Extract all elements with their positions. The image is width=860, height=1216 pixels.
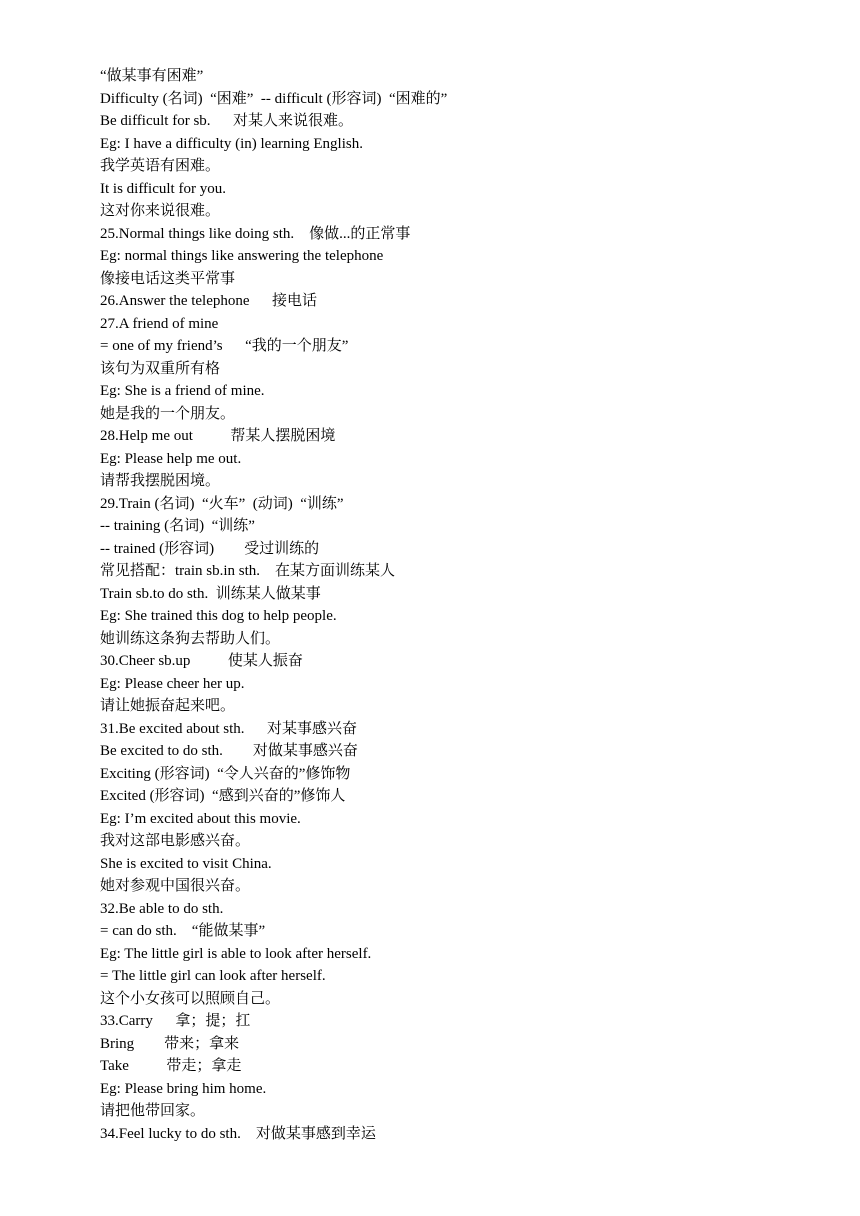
text-line: 请帮我摆脱困境。 (100, 473, 221, 489)
text-line: Eg: I’m excited about this movie. (100, 810, 301, 827)
text-line: 我学英语有困难。 (100, 158, 221, 174)
text-line: She is excited to visit China. (100, 855, 272, 872)
text-line: = The little girl can look after herself. (100, 968, 326, 984)
text-line: Difficulty (名词) “困难” -- difficult (形容词) “困难的” (100, 90, 448, 107)
text-line: -- trained (形容词) 受过训练的 (100, 540, 320, 557)
text-line: Exciting (形容词) “令人兴奋的”修饰物 (100, 765, 351, 782)
text-line: 像接电话这类平常事 (100, 270, 236, 287)
text-line: Be difficult for sb. 对某人来说很难。 (100, 113, 354, 129)
text-line: 我对这部电影感兴奋。 (100, 833, 251, 849)
text-line: 这对你来说很难。 (100, 203, 221, 219)
text-line: -- training (名词) “训练” (100, 518, 255, 534)
section-heading-30: 30.Cheer sb.up 使某人振奋 (100, 653, 303, 669)
text-line: 该句为双重所有格 (100, 360, 221, 377)
text-line: Eg: I have a difficulty (in) learning English. (100, 135, 363, 152)
text-line: 她是我的一个朋友。 (100, 405, 236, 422)
text-line: 常见搭配：train sb.in sth. 在某方面训练某人 (100, 563, 395, 579)
text-line: Eg: She trained this dog to help people. (100, 608, 337, 624)
text-line: 请让她振奋起来吧。 (100, 698, 236, 714)
text-line: “做某事有困难” (100, 68, 204, 84)
text-line: 她对参观中国很兴奋。 (100, 878, 251, 894)
section-heading-29: 29.Train (名词) “火车” (动词) “训练” (100, 495, 344, 512)
text-line: Be excited to do sth. 对做某事感兴奋 (100, 743, 358, 759)
section-heading-27: 27.A friend of mine (100, 315, 219, 332)
text-line: Eg: Please help me out. (100, 450, 242, 467)
section-heading-26: 26.Answer the telephone 接电话 (100, 293, 318, 309)
text-line: 她训练这条狗去帮助人们。 (100, 630, 281, 647)
text-line: Eg: Please bring him home. (100, 1080, 267, 1097)
text-line: Train sb.to do sth. 训练某人做某事 (100, 585, 321, 602)
text-line: 这个小女孩可以照顾自己。 (100, 990, 281, 1007)
text-line: It is difficult for you. (100, 180, 226, 197)
section-heading-25: 25.Normal things like doing sth. 像做...的正常事 (100, 225, 411, 242)
text-line: Eg: normal things like answering the telephone (100, 248, 384, 264)
text-line: Excited (形容词) “感到兴奋的”修饰人 (100, 788, 346, 804)
section-heading-33: 33.Carry 拿；提；扛 (100, 1013, 251, 1029)
text-line: Take 带走；拿走 (100, 1058, 242, 1074)
section-heading-34: 34.Feel lucky to do sth. 对做某事感到幸运 (100, 1125, 376, 1142)
text-line: Eg: The little girl is able to look after herself. (100, 945, 372, 962)
text-line: = can do sth. “能做某事” (100, 923, 266, 939)
section-heading-32: 32.Be able to do sth. (100, 900, 224, 917)
text-line: Eg: She is a friend of mine. (100, 383, 265, 399)
text-line: Eg: Please cheer her up. (100, 675, 245, 692)
text-line: = one of my friend’s “我的一个朋友” (100, 338, 349, 354)
text-line: Bring 带来；拿来 (100, 1035, 240, 1052)
section-heading-28: 28.Help me out 帮某人摆脱困境 (100, 428, 336, 444)
text-line: 请把他带回家。 (100, 1103, 206, 1119)
document-body (100, 65, 800, 1145)
section-heading-31: 31.Be excited about sth. 对某事感兴奋 (100, 720, 358, 737)
